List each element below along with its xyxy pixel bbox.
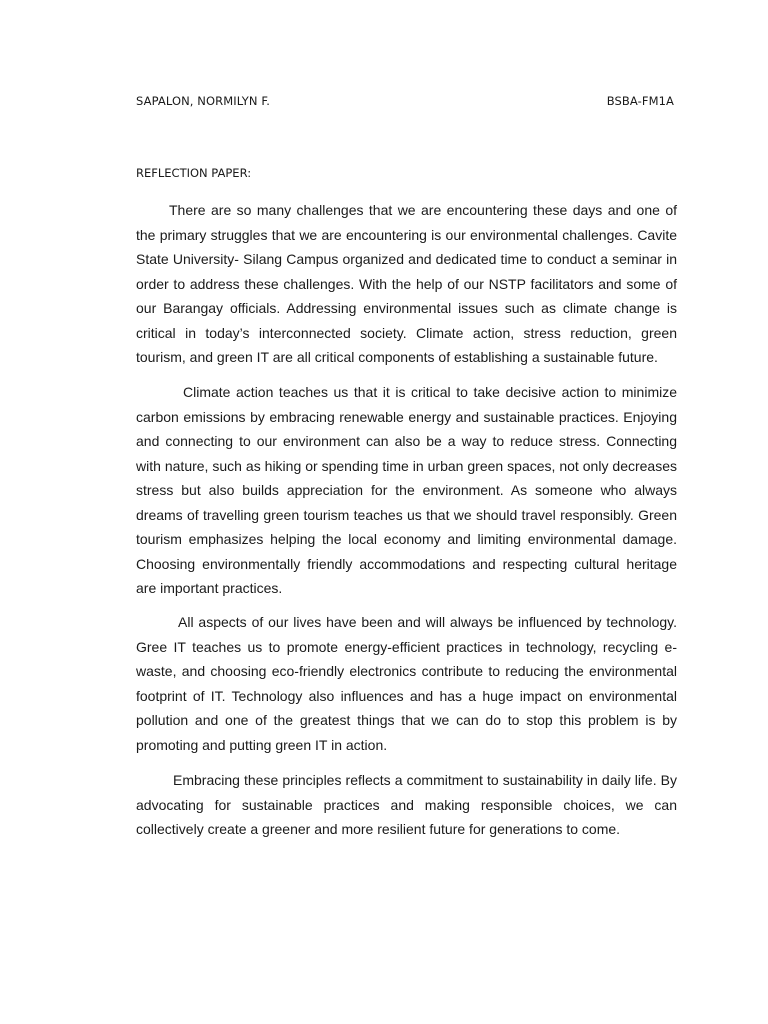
paragraph-4	[136, 768, 677, 842]
paragraph-1	[136, 198, 677, 370]
paragraph-text: Embracing these principles reflects a commitment to sustainability in daily life. By advocating for sustainable practices and making responsible choices, we can collectively create a greener and more resilient future for generations to come.	[136, 772, 677, 837]
paragraph-text: All aspects of our lives have been and will always be influenced by technology. Gree IT teaches us to promote energy-efficient practices in technology, recycling e-waste, and choosing eco-friendly electronics contribute to reducing the environmental footprint of IT. Technology also influences and has a huge impact on environmental pollution and one of the greatest things that we can do to stop this problem is by promoting and putting green IT in action.	[136, 614, 677, 753]
paragraph-3	[136, 610, 677, 757]
document-title: REFLECTION PAPER:	[136, 166, 252, 180]
course-section: BSBA-FM1A	[606, 94, 674, 108]
paragraph-2	[136, 380, 677, 601]
paragraph-text: Climate action teaches us that it is critical to take decisive action to minimize carbon emissions by embracing renewable energy and sustainable practices. Enjoying and connecting to our environment can also be a way to reduce stress. Connecting with nature, such as hiking or spending time in urban green spaces, not only decreases stress but also builds appreciation for the environment. As someone who always dreams of travelling green tourism teaches us that we should travel responsibly. Green tourism emphasizes helping the local economy and limiting environmental damage. Choosing environmentally friendly accommodations and respecting cultural heritage are important practices.	[136, 384, 677, 596]
paragraph-text: There are so many challenges that we are encountering these days and one of the primary struggles that we are encountering is our environmental challenges. Cavite State University- Silang Campus organized and dedicated time to conduct a seminar in order to address these challenges. With the help of our NSTP facilitators and some of our Barangay officials. Addressing environmental issues such as climate change is critical in today’s interconnected society. Climate action, stress reduction, green tourism, and green IT are all critical components of establishing a sustainable future.	[136, 202, 677, 365]
author-name: SAPALON, NORMILYN F.	[136, 94, 270, 108]
document-header	[136, 94, 674, 112]
